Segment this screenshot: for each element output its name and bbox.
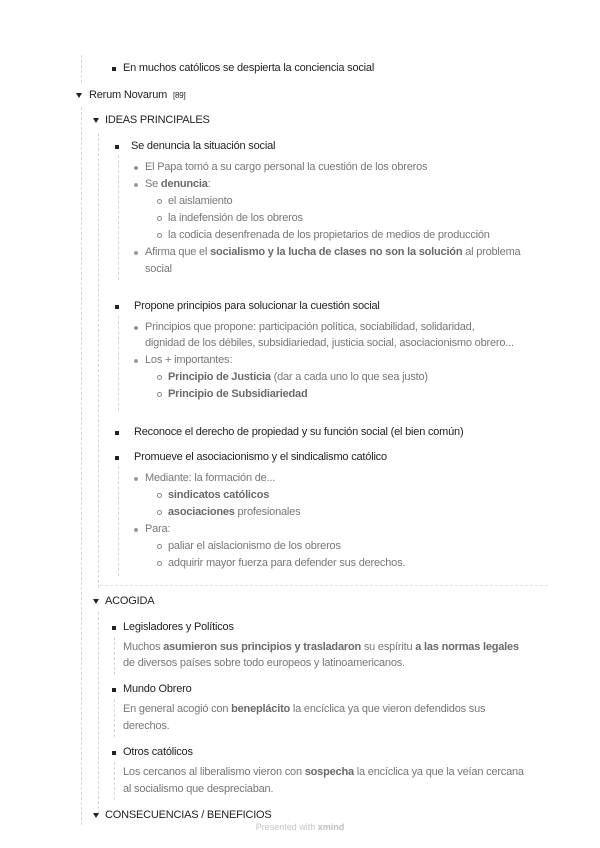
legisladores-line1	[123, 641, 519, 653]
subsidiariedad-text	[168, 388, 307, 400]
afirma-post: al problema	[462, 246, 521, 258]
subsidiariedad-bold: Principio de Subsidiariedad	[168, 388, 308, 400]
bullet-ring	[157, 392, 162, 397]
importantes-text: Los + importantes:	[145, 354, 233, 366]
afirma-pre: Afirma que el	[145, 246, 211, 258]
obrero-title[interactable]: Mundo Obrero	[123, 683, 192, 695]
presented-with-footer	[0, 822, 600, 832]
otros-c: la encíclica ya que la veían cercana	[353, 766, 524, 778]
footer-text: Presented with	[255, 822, 318, 832]
legisladores-line2: de diversos países sobre todo europeos y latinoamericanos.	[123, 657, 405, 669]
guide-line	[81, 107, 82, 825]
sindicatos-bold: sindicatos católicos	[168, 489, 270, 501]
otros-line2: al socialismo que despreciaban.	[123, 783, 274, 795]
bullet-dot	[134, 477, 138, 481]
rerum-title[interactable]	[89, 89, 186, 101]
acogida-title[interactable]: ACOGIDA	[105, 595, 155, 607]
obrero-bold: beneplácito	[231, 703, 291, 715]
justicia-rest: (dar a cada uno lo que sea justo)	[270, 371, 428, 383]
bullet-ring	[157, 544, 162, 549]
afirma-line2: social	[145, 263, 172, 275]
paliar-text: paliar el aislacionismo de los obreros	[168, 540, 341, 552]
asociaciones-text	[168, 506, 300, 518]
papa-text: El Papa tomó a su cargo personal la cuestión de los obreros	[145, 161, 428, 173]
bullet-ring	[157, 561, 162, 566]
obrero-a: En general acogió con	[123, 703, 232, 715]
collapse-triangle-icon[interactable]	[93, 118, 99, 123]
section-divider	[100, 585, 548, 586]
otros-bold: sospecha	[304, 766, 354, 778]
bullet-square	[112, 688, 116, 692]
sindicatos-text	[168, 489, 269, 501]
guide-line	[81, 55, 82, 83]
justicia-bold: Principio de Justicia	[168, 371, 271, 383]
bullet-square	[115, 305, 119, 309]
guide-line	[98, 133, 99, 588]
propone-title[interactable]: Propone principios para solucionar la cuestión social	[134, 300, 380, 312]
obrero-line2: derechos.	[123, 720, 170, 732]
bullet-square	[112, 751, 116, 755]
obrero-c: la encíclica ya que vieron defendidos sus	[290, 703, 486, 715]
legis-a: Muchos	[123, 641, 164, 653]
sub-item: la indefensión de los obreros	[168, 212, 303, 224]
adquirir-text: adquirir mayor fuerza para defender sus derechos.	[168, 557, 406, 569]
bullet-dot	[134, 528, 138, 532]
bullet-square	[112, 67, 116, 71]
guide-line	[114, 762, 115, 800]
colon-text: :	[207, 178, 211, 190]
legis-c: su espíritu	[360, 641, 416, 653]
bullet-ring	[157, 233, 162, 238]
obrero-line1	[123, 703, 485, 715]
bullet-dot	[134, 326, 138, 330]
principios-line2: dignidad de los débiles, subsidiariedad, justicia social, asociacionismo obrero...	[145, 337, 514, 349]
se-text: Se	[145, 178, 161, 190]
bullet-ring	[157, 199, 162, 204]
promueve-title[interactable]: Promueve el asociacionismo y el sindicalismo católico	[134, 451, 387, 463]
guide-line	[114, 637, 115, 675]
guide-line	[118, 466, 119, 576]
ideas-title[interactable]: IDEAS PRINCIPALES	[105, 114, 210, 126]
asociaciones-rest: profesionales	[234, 506, 301, 518]
xmind-logo: xmind	[317, 822, 345, 832]
otros-title[interactable]: Otros católicos	[123, 746, 193, 758]
guide-line	[118, 155, 119, 280]
reference-badge: [89]	[172, 91, 186, 100]
otros-a: Los cercanos al liberalismo vieron con	[123, 766, 305, 778]
bullet-ring	[157, 375, 162, 380]
consecuencias-title[interactable]: CONSECUENCIAS / BENEFICIOS	[105, 809, 272, 821]
afirma-bold: socialismo y la lucha de clases no son la solución	[210, 246, 463, 258]
collapse-triangle-icon[interactable]	[93, 599, 99, 604]
guide-line	[98, 612, 99, 814]
afirma-text	[145, 246, 520, 258]
bullet-ring	[157, 493, 162, 498]
mediante-text: Mediante: la formación de...	[145, 472, 276, 484]
sub-item: la codicia desenfrenada de los propietarios de medios de producción	[168, 229, 490, 241]
bullet-ring	[157, 510, 162, 515]
top-item: En muchos católicos se despierta la conciencia social	[123, 62, 375, 74]
bullet-dot	[134, 359, 138, 363]
otros-line1	[123, 766, 524, 778]
propiedad-title[interactable]: Reconoce el derecho de propiedad y su función social (el bien común)	[134, 426, 464, 438]
justicia-text	[168, 371, 428, 383]
sub-item: el aislamiento	[168, 195, 233, 207]
denuncia-bold: denuncia	[160, 178, 208, 190]
bullet-square	[115, 145, 119, 149]
bullet-dot	[134, 166, 138, 170]
collapse-triangle-icon[interactable]	[93, 813, 99, 818]
legis-bold-1: asumieron sus principios y trasladaron	[163, 641, 361, 653]
guide-line	[118, 316, 119, 411]
rerum-title-text: Rerum Novarum	[89, 89, 168, 101]
bullet-dot	[134, 183, 138, 187]
principios-line1: Principios que propone: participación política, sociabilidad, solidaridad,	[145, 321, 475, 333]
legisladores-title[interactable]: Legisladores y Políticos	[123, 621, 234, 633]
guide-line	[114, 699, 115, 737]
bullet-square	[112, 626, 116, 630]
legis-bold-2: a las normas legales	[415, 641, 519, 653]
bullet-square	[115, 431, 119, 435]
bullet-square	[115, 456, 119, 460]
collapse-triangle-icon[interactable]	[76, 93, 82, 98]
asociaciones-bold: asociaciones	[168, 506, 235, 518]
para-text: Para:	[145, 523, 171, 535]
bullet-ring	[157, 216, 162, 221]
se-denuncia-text	[145, 178, 210, 190]
denuncia-title[interactable]: Se denuncia la situación social	[131, 140, 276, 152]
bullet-dot	[134, 251, 138, 255]
